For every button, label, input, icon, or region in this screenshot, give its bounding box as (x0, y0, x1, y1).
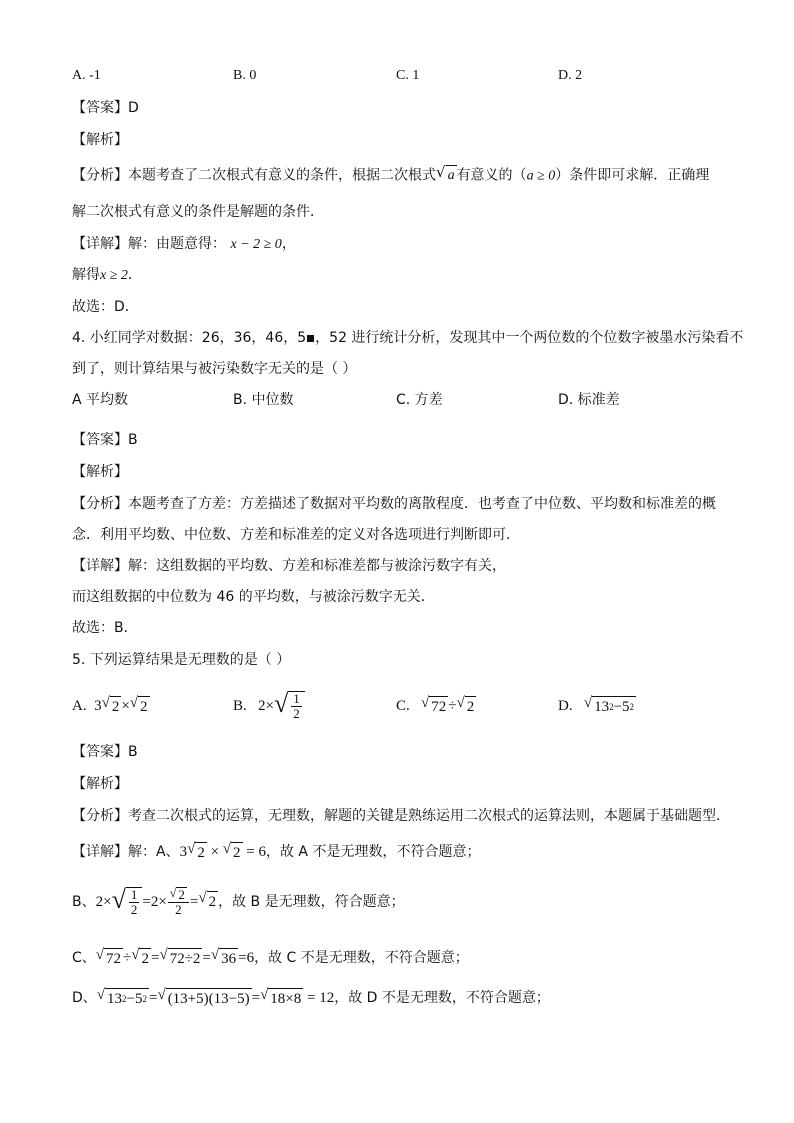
denominator: 2 (293, 706, 300, 721)
q4-option-d: D. 标准差 (558, 392, 620, 408)
result: 12 (319, 990, 335, 1006)
q5-detail-a (72, 838, 480, 866)
sqrt-two: √ 2 (129, 694, 148, 715)
q5-detail-d-post: ，故 D 不是无理数，不符合题意； (334, 990, 550, 1006)
q5-answer: 【答案】B (72, 744, 138, 760)
frac-sqrt2-over-2: √ 2 2 (168, 887, 189, 918)
sqrt-72: √ 72 (421, 694, 447, 715)
q5-option-b-label: B. (233, 698, 247, 714)
q3-detail-text: 解：由题意得： (128, 236, 226, 252)
q3-detail-line1 (72, 234, 296, 255)
times-op: × (210, 844, 220, 860)
q3-fenxi-cond: a ≥ 0 (526, 168, 556, 184)
eq-op: = (307, 990, 316, 1006)
q5-detail-a-pre: 【详解】解：A、 (72, 844, 180, 860)
coef: 2 (150, 893, 159, 910)
exp: 2 (142, 993, 147, 1004)
result: 6 (258, 844, 266, 860)
q5-option-c-label: C. (396, 698, 410, 714)
sqrt-36: √ 36 (210, 946, 237, 967)
eq-op: = (148, 990, 158, 1006)
q5-option-c (396, 692, 476, 720)
q4-analysis-heading: 【解析】 (72, 464, 128, 480)
eq-op: = (202, 950, 211, 966)
sum-term: (13+5) (167, 990, 209, 1007)
q5-detail-a-post: ，故 A 不是无理数，不符合题意； (265, 844, 481, 860)
q3-option-a: A. -1 (72, 68, 101, 83)
coef: 2 (95, 893, 104, 910)
exp: 2 (629, 701, 635, 712)
radicand: 2 (138, 696, 150, 717)
sqrt-half: √ $\frac{1}{2}$ (112, 887, 143, 917)
q5-detail-b (72, 880, 405, 924)
radicand: 2 (178, 887, 185, 903)
denominator: 2 (130, 901, 138, 917)
sqrt-72: √ 72 (95, 946, 122, 967)
sqrt-two: √ 2 (456, 694, 475, 715)
sqrt-two: √ 2 (187, 840, 205, 861)
q3-fenxi-text2: 有意义的（ (456, 167, 527, 184)
q4-option-a: A 平均数 (72, 392, 129, 408)
factor18: 18 (270, 990, 286, 1007)
q4-detail-line2: 而这组数据的中位数为 46 的平均数，与被涂污数字无关． (72, 589, 435, 605)
sqrt-two: √ 2 (101, 694, 120, 715)
eq-op: = (238, 950, 247, 966)
numerator: 1 (293, 691, 300, 706)
q4-answer: 【答案】B (72, 432, 138, 448)
ink-blot-icon (307, 335, 314, 342)
radicand: 2 (195, 842, 207, 863)
q3-detail-line2 (72, 265, 142, 286)
q5-option-b (233, 686, 305, 726)
q4-option-c: C. 方差 (396, 392, 443, 408)
q3-option-d: D. 2 (558, 68, 583, 83)
eq-op: = (189, 893, 199, 910)
times-op: × (121, 698, 130, 714)
q4-choice: 故选：B． (72, 620, 138, 636)
exp: 2 (122, 993, 127, 1004)
q3-fenxi-line2: 解二次根式有意义的条件是解题的条件． (72, 204, 324, 220)
radicand: 36 (219, 948, 238, 969)
q5-detail-d-pre: D、 (72, 990, 97, 1006)
numerator: 1 (130, 886, 138, 902)
q3-option-c: C. 1 (396, 68, 420, 83)
eq-op: = (251, 990, 261, 1006)
eq-op: = (246, 844, 255, 860)
coef: 3 (94, 698, 102, 714)
q3-analysis-heading: 【解析】 (72, 132, 128, 148)
sqrt-a: √ a (436, 165, 457, 186)
times-op: × (285, 990, 294, 1007)
q5-option-a (72, 692, 150, 720)
radicand: 72÷2 (168, 948, 203, 969)
result: 6 (246, 950, 255, 966)
factor8: 8 (293, 990, 302, 1007)
q5-detail-c-pre: C、 (72, 950, 96, 966)
radicand: 2 (465, 696, 477, 717)
q4-detail-line1: 【详解】解：这组数据的平均数、方差和标准差都与被涂污数字有关， (72, 558, 506, 574)
q3-fenxi-text3: ）条件即可求解．正确理 (555, 167, 710, 184)
q3-inequality: x − 2 ≥ 0 (230, 237, 282, 252)
base5: 5 (134, 990, 143, 1007)
q5-option-a-label: A. (72, 698, 87, 714)
q4-fenxi-line1: 【分析】本题考查了方差：方差描述了数据对平均数的离散程度．也考查了中位数、平均数和标准差的概 (72, 496, 716, 512)
q4-stem-line1 (72, 328, 743, 348)
q5-detail-b-post: ，故 B 是无理数，符合题意； (218, 894, 405, 910)
q5-detail-c-expr (96, 948, 254, 969)
radicand: 72 (104, 948, 123, 969)
minus-op: − (613, 698, 623, 715)
q3-solve-text: 解得 (72, 267, 100, 283)
radicand: 2 (231, 842, 243, 863)
denominator: 2 (175, 902, 182, 918)
q3-option-b: B. 0 (233, 68, 257, 83)
q3-detail-comma: ， (281, 236, 296, 252)
sqrt-half: √ $\frac{1}{2}$ (274, 691, 305, 721)
q4-stem-part1: 4. 小红同学对数据：26，36，46，5 (72, 330, 307, 346)
q5-stem: 5. 下列运算结果是无理数的是（ ） (72, 652, 291, 668)
sqrt-13sq-minus-5sq: √ 13 2 − 5 2 (96, 986, 147, 1007)
times-op: × (103, 893, 112, 910)
sqrt-product: √ (13+5) (13−5) (157, 986, 250, 1007)
q5-detail-b-expr (95, 884, 218, 918)
sqrt-18x8: √ 18 × 8 (260, 986, 302, 1007)
diff-term: (13−5) (208, 990, 250, 1007)
q4-fenxi-line2: 念．利用平均数、中位数、方差和标准差的定义对各选项进行判断即可． (72, 527, 520, 543)
sqrt-two: √ 2 (222, 840, 241, 861)
base13: 13 (107, 990, 123, 1007)
coef: 2 (258, 698, 266, 714)
q5-detail-d (72, 984, 550, 1012)
q4-stem-line2: 到了，则计算结果与被污染数字无关的是（ ） (72, 361, 357, 377)
q3-fenxi-line1 (72, 165, 709, 187)
sqrt-72-div-2: √ 72÷2 (159, 946, 201, 967)
divide-op: ÷ (123, 950, 132, 966)
divide-op: ÷ (448, 698, 457, 714)
q3-choice: 故选：D． (72, 299, 139, 315)
q3-fenxi-label: 【分析】 (72, 167, 128, 184)
minus-op: − (126, 990, 135, 1007)
q5-analysis-heading: 【解析】 (72, 776, 128, 792)
q4-stem-part2: ，52 进行统计分析，发现其中一个两位数的个位数字被墨水污染看不 (315, 330, 744, 346)
q4-option-b: B. 中位数 (233, 392, 294, 408)
q3-solution: x ≥ 2 (100, 268, 128, 283)
q3-answer: 【答案】D (72, 100, 139, 116)
radicand: 2 (207, 891, 219, 912)
q5-detail-c-post: ，故 C 不是无理数，不符合题意； (254, 950, 469, 966)
times-op: × (265, 698, 274, 714)
radicand: 2 (139, 948, 151, 969)
q3-fenxi-text1: 本题考查了二次根式有意义的条件，根据二次根式 (128, 167, 436, 184)
sqrt-two: √ 2 (131, 946, 149, 967)
q5-detail-b-pre: B、 (72, 894, 96, 910)
radicand: 2 (110, 696, 122, 717)
radicand: 72 (429, 696, 448, 717)
exp: 2 (609, 701, 614, 712)
eq-op: = (150, 950, 160, 966)
q3-solve-period: ． (127, 267, 142, 283)
q5-detail-d-expr (97, 988, 334, 1009)
q5-detail-a-expr (180, 842, 266, 863)
sqrt-two: √ 2 (198, 890, 217, 911)
q5-detail-c (72, 944, 469, 972)
coef: 3 (179, 844, 188, 860)
q5-option-d-label: D. (558, 698, 573, 714)
q5-fenxi: 【分析】考查二次根式的运算，无理数，解题的关键是熟练运用二次根式的运算法则，本题属于基础题型． (72, 808, 730, 824)
q5-option-d (558, 692, 636, 720)
sqrt-13sq-minus-5sq: √ 13 2 − 5 2 (583, 694, 635, 715)
eq-op: = (142, 893, 151, 910)
q3-detail-label: 【详解】 (72, 236, 128, 252)
base5: 5 (622, 698, 630, 715)
times-op: × (158, 893, 167, 910)
base13: 13 (594, 698, 610, 715)
